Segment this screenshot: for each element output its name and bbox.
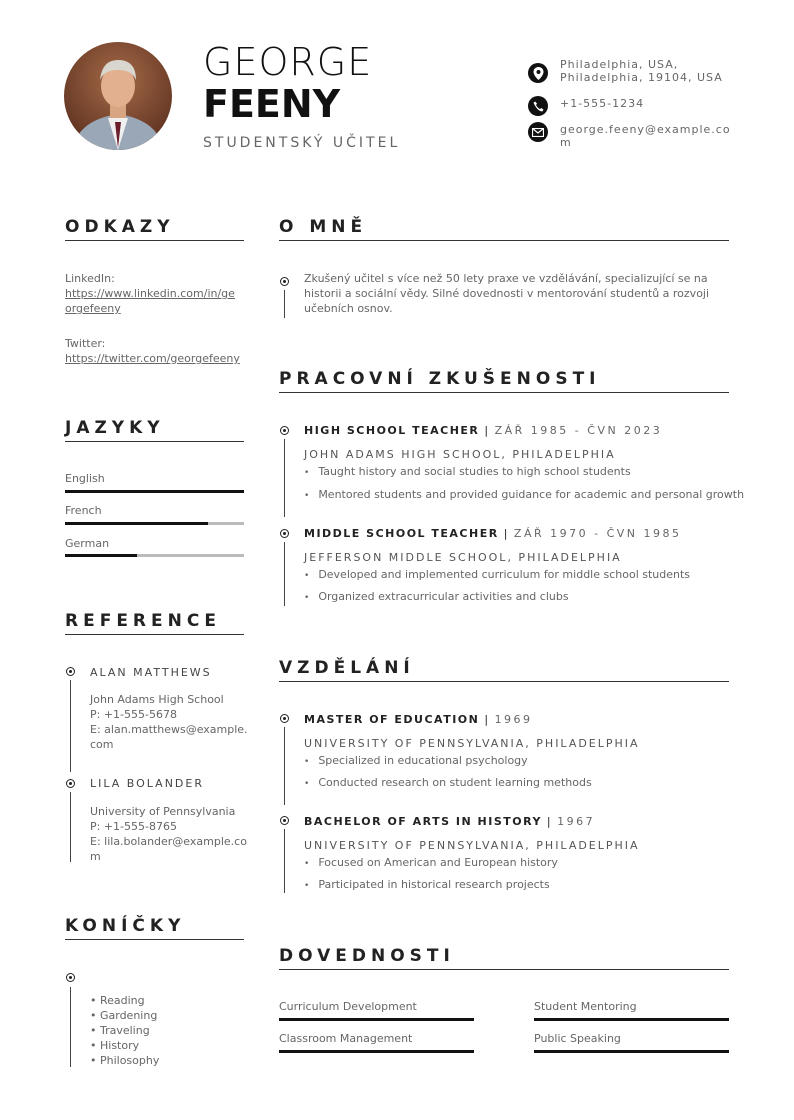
timeline-dot [66, 667, 75, 676]
timeline-dot [280, 529, 289, 538]
twitter-link[interactable]: https://twitter.com/georgefeeny [65, 352, 240, 365]
language-name: English [65, 472, 105, 485]
email-line1: george.feeny@example.co [560, 123, 731, 136]
hobbies-list [90, 993, 159, 1068]
job-title: STUDENTSKÝ UČITEL [203, 135, 401, 151]
skill-name: Public Speaking [534, 1032, 621, 1045]
contact-address [560, 58, 723, 84]
skill-name: Classroom Management [279, 1032, 413, 1045]
job-bullet: • Taught history and social studies to high school students [304, 465, 631, 478]
job-role: HIGH SCHOOL TEACHER [304, 424, 480, 437]
job-bullet: • Mentored students and provided guidance for academic and personal growth [304, 488, 744, 501]
reference-email-cont: m [90, 850, 101, 863]
skills-heading: DOVEDNOSTI [279, 946, 455, 966]
skill-bar [534, 1018, 729, 1021]
experience-divider [279, 392, 729, 393]
about-line: Zkušený učitel s více než 50 lety praxe ve vzdělávání, specializující se na [304, 272, 708, 285]
location-pin-icon [528, 63, 548, 83]
skill-name: Student Mentoring [534, 1000, 637, 1013]
education-header [304, 815, 595, 828]
reference-email: E: alan.matthews@example. [90, 723, 248, 736]
about-divider [279, 240, 729, 241]
education-bullet: • Conducted research on student learning methods [304, 776, 592, 789]
about-line: učebních osnov. [304, 302, 393, 315]
job-dates: ZÁŘ 1970 - ČVN 1985 [513, 527, 682, 540]
job-bullet: • Developed and implemented curriculum for middle school students [304, 568, 690, 581]
reference-email-cont: com [90, 738, 114, 751]
reference-org: John Adams High School [90, 693, 224, 706]
education-bullet: • Focused on American and European history [304, 856, 558, 869]
reference-phone: P: +1-555-8765 [90, 820, 177, 833]
language-bar-fill [65, 522, 208, 525]
separator: | [479, 713, 495, 726]
timeline-line [284, 290, 285, 318]
hobby-item: • Reading [90, 994, 145, 1007]
address-line1: Philadelphia, USA, [560, 58, 679, 71]
job-bullet: • Organized extracurricular activities and clubs [304, 590, 569, 603]
skills-divider [279, 969, 729, 970]
reference-details [90, 804, 247, 864]
about-heading: O MNĚ [279, 217, 368, 237]
job-header [304, 527, 682, 540]
education-org: UNIVERSITY OF PENNSYLVANIA, PHILADELPHIA [304, 839, 640, 852]
job-org: JOHN ADAMS HIGH SCHOOL, PHILADELPHIA [304, 448, 616, 461]
timeline-line [284, 829, 285, 893]
separator: | [498, 527, 514, 540]
first-name: GEORGE [203, 40, 373, 84]
job-dates: ZÁŘ 1985 - ČVN 2023 [494, 424, 663, 437]
about-line: historii a sociální vědy. Silné dovednosti v mentorování studentů a rozvoji [304, 287, 710, 300]
language-bar-fill [65, 490, 244, 493]
timeline-dot [280, 277, 289, 286]
education-header [304, 713, 533, 726]
reference-org: University of Pennsylvania [90, 805, 236, 818]
language-name: German [65, 537, 110, 550]
education-divider [279, 681, 729, 682]
language-bar [65, 522, 244, 525]
timeline-dot [66, 779, 75, 788]
timeline-line [70, 987, 71, 1067]
education-heading: VZDĚLÁNÍ [279, 658, 415, 678]
skill-bar [279, 1050, 474, 1053]
languages-divider [65, 441, 244, 442]
references-heading: REFERENCE [65, 611, 221, 631]
skill-bar [279, 1018, 474, 1021]
contact-phone: +1-555-1234 [560, 97, 645, 110]
reference-phone: P: +1-555-5678 [90, 708, 177, 721]
degree-name: BACHELOR OF ARTS IN HISTORY [304, 815, 542, 828]
hobby-item: • Traveling [90, 1024, 150, 1037]
timeline-line [284, 542, 285, 606]
timeline-line [284, 727, 285, 805]
separator: | [541, 815, 558, 828]
hobby-item: • Gardening [90, 1009, 158, 1022]
address-line2: Philadelphia, 19104, USA [560, 71, 723, 84]
degree-year: 1969 [494, 713, 533, 726]
hobbies-heading: KONÍČKY [65, 916, 186, 936]
about-text [304, 271, 709, 316]
language-bar [65, 490, 244, 493]
timeline-dot [66, 973, 75, 982]
linkedin-block [65, 271, 235, 316]
degree-name: MASTER OF EDUCATION [304, 713, 480, 726]
links-divider [65, 240, 244, 241]
twitter-label: Twitter: [65, 337, 106, 350]
timeline-line [284, 439, 285, 517]
separator: | [479, 424, 495, 437]
linkedin-label: LinkedIn: [65, 272, 115, 285]
contact-email [560, 123, 731, 149]
profile-photo [64, 42, 172, 150]
degree-year: 1967 [557, 815, 596, 828]
linkedin-link-cont[interactable]: orgefeeny [65, 302, 121, 315]
hobbies-divider [65, 939, 244, 940]
links-heading: ODKAZY [65, 217, 175, 237]
education-bullet: • Specialized in educational psychology [304, 754, 528, 767]
envelope-icon [528, 122, 548, 142]
twitter-block [65, 336, 240, 366]
language-bar-fill [65, 554, 137, 557]
timeline-dot [280, 714, 289, 723]
job-role: MIDDLE SCHOOL TEACHER [304, 527, 499, 540]
education-org: UNIVERSITY OF PENNSYLVANIA, PHILADELPHIA [304, 737, 640, 750]
linkedin-link[interactable]: https://www.linkedin.com/in/ge [65, 287, 235, 300]
language-name: French [65, 504, 102, 517]
skill-bar [534, 1050, 729, 1053]
job-header [304, 424, 662, 437]
languages-heading: JAZYKY [65, 418, 165, 438]
email-line2: m [560, 136, 572, 149]
language-bar [65, 554, 244, 557]
experience-heading: PRACOVNÍ ZKUŠENOSTI [279, 369, 601, 389]
timeline-dot [280, 816, 289, 825]
reference-email: E: lila.bolander@example.co [90, 835, 247, 848]
timeline-dot [280, 426, 289, 435]
timeline-line [70, 680, 71, 772]
reference-name: LILA BOLANDER [90, 777, 204, 790]
education-bullet: • Participated in historical research projects [304, 878, 550, 891]
phone-icon [528, 96, 548, 116]
timeline-line [70, 792, 71, 862]
hobby-item: • History [90, 1039, 140, 1052]
reference-details [90, 692, 248, 752]
references-divider [65, 634, 244, 635]
reference-name: ALAN MATTHEWS [90, 666, 212, 679]
hobby-item: • Philosophy [90, 1054, 160, 1067]
last-name: FEENY [203, 82, 341, 126]
job-org: JEFFERSON MIDDLE SCHOOL, PHILADELPHIA [304, 551, 622, 564]
skill-name: Curriculum Development [279, 1000, 417, 1013]
